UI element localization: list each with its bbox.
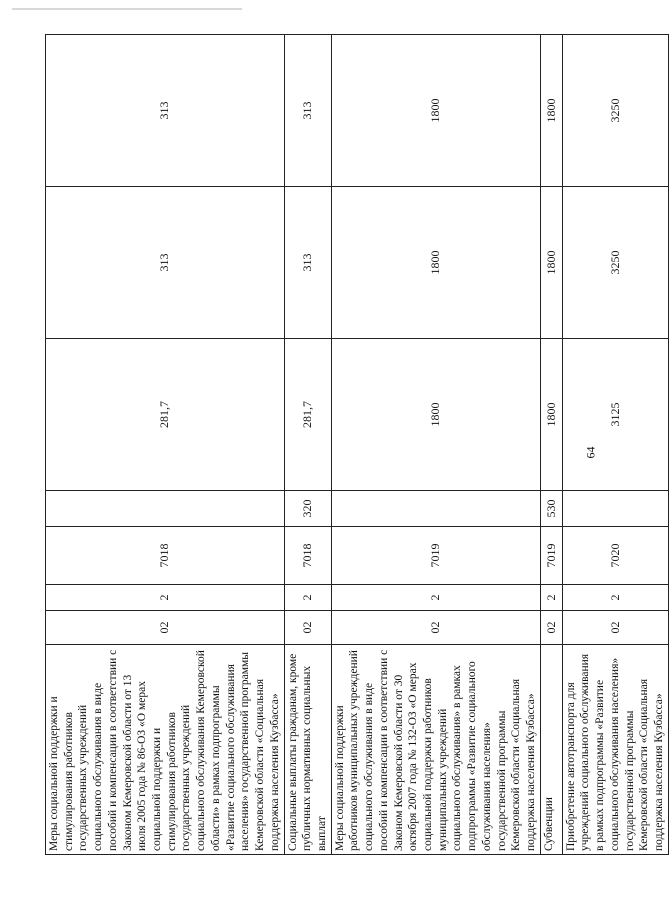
row-description: Субвенции — [540, 645, 562, 855]
table-row — [540, 35, 562, 855]
expense-type-code: 320 — [284, 491, 331, 527]
table-row — [331, 35, 540, 855]
target-article-code: 7019 — [540, 527, 562, 585]
section-code: 02 — [331, 611, 540, 645]
amount-year-2: 1800 — [331, 187, 540, 339]
amount-year-3: 313 — [284, 35, 331, 187]
subsection-code: 2 — [540, 585, 562, 611]
amount-year-1: 3125 — [562, 339, 668, 491]
table-row — [46, 35, 285, 855]
target-article-code: 7018 — [284, 527, 331, 585]
expense-type-code — [46, 491, 285, 527]
amount-year-1: 1800 — [540, 339, 562, 491]
target-article-code: 7020 — [562, 527, 668, 585]
section-code: 02 — [562, 611, 668, 645]
subsection-code: 2 — [284, 585, 331, 611]
expense-type-code — [331, 491, 540, 527]
subsection-code: 2 — [331, 585, 540, 611]
row-description: Меры социальной поддержки работников муниципальных учреждений социального обслуживания в виде пособий и компенсации в соответствии с Законом Кемеровской области от 30 октября 2007 года № 132-ОЗ «О мерах социальной поддержки работников муниципальных учреждений социального обслуживания» в рамках подпрограммы «Развитие социального обслуживания населения» государственной программы Кемеровской области «Социальная поддержка населения Кузбасса» — [331, 645, 540, 855]
amount-year-1: 281,7 — [284, 339, 331, 491]
amount-year-3: 313 — [46, 35, 285, 187]
amount-year-3: 1800 — [540, 35, 562, 187]
target-article-code: 7018 — [46, 527, 285, 585]
amount-year-3: 3250 — [562, 35, 668, 187]
section-code: 02 — [46, 611, 285, 645]
amount-year-2: 313 — [284, 187, 331, 339]
expense-type-code: 530 — [540, 491, 562, 527]
section-code: 02 — [540, 611, 562, 645]
subsection-code: 2 — [562, 585, 668, 611]
table-row — [284, 35, 331, 855]
expense-type-code — [562, 491, 668, 527]
budget-table — [45, 34, 669, 855]
target-article-code: 7019 — [331, 527, 540, 585]
subsection-code: 2 — [46, 585, 285, 611]
row-description: Меры социальной поддержки и стимулирования работников государственных учреждений социального обслуживания в виде пособий и компенсации в соответствии с Законом Кемеровской области от 13 июля 2005 года № 86-ОЗ «О мерах социальной поддержки и стимулирования работников государственных учреждений социального обслуживания Кемеровской области» в рамках подпрограммы «Развитие социального обслуживания населения» государственной программы Кемеровской области «Социальная поддержка населения Кузбасса» — [46, 645, 285, 855]
page-number: 64 — [583, 446, 598, 459]
amount-year-1: 1800 — [331, 339, 540, 491]
row-description: Приобретение автотранспорта для учреждений социального обслуживания в рамках подпрограммы «Развитие социального обслуживания населения» государственной программы Кемеровской области «Социальная поддержка населения Кузбасса» — [562, 645, 668, 855]
row-description: Социальные выплаты гражданам, кроме публичных нормативных социальных выплат — [284, 645, 331, 855]
scan-edge-mark — [12, 8, 242, 10]
amount-year-2: 3250 — [562, 187, 668, 339]
amount-year-2: 1800 — [540, 187, 562, 339]
budget-table-body — [46, 35, 669, 855]
amount-year-2: 313 — [46, 187, 285, 339]
amount-year-1: 281,7 — [46, 339, 285, 491]
amount-year-3: 1800 — [331, 35, 540, 187]
table-row — [562, 35, 668, 855]
section-code: 02 — [284, 611, 331, 645]
